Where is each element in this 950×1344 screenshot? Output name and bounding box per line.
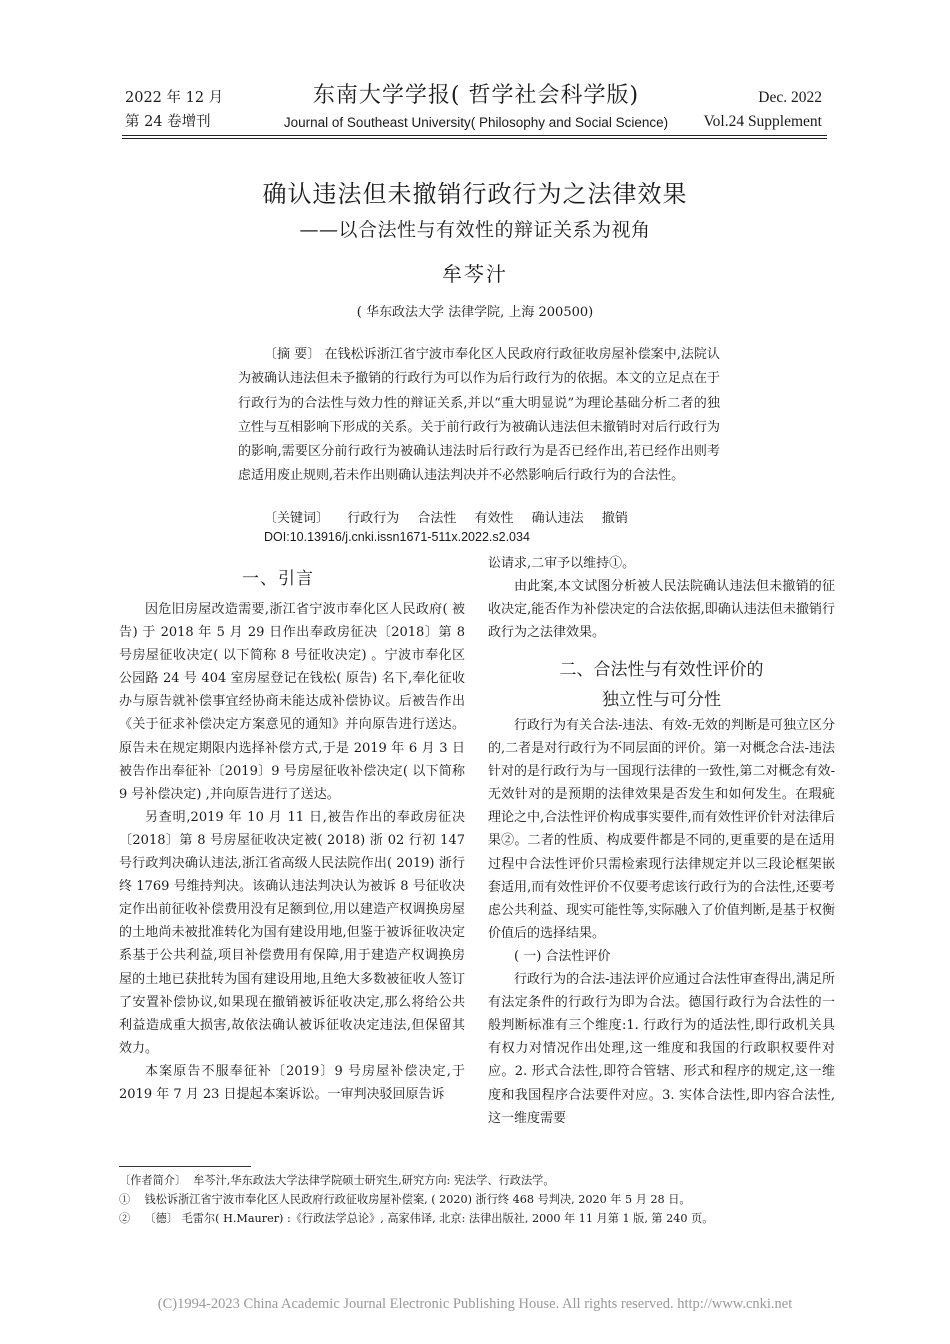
body-paragraph-continuation: 讼请求,二审予以维持①。 xyxy=(488,556,636,571)
keyword: 行政行为 xyxy=(347,511,400,526)
right-column-lower xyxy=(488,714,835,1130)
article-title: 确认违法但未撤销行政行为之法律效果 xyxy=(262,180,688,208)
author-affiliation: ( 华东政法大学 法律学院, 上海 200500) xyxy=(356,305,594,320)
body-paragraph: 行政行为的合法-违法评价应通过合法性审查得出,满足所有法定条件的行政行为即为合法。德国行政行为合法性的一般判断标准有三个维度:1. 行政行为的适法性,即行政机关具有权力对情况作出处理,这一维度和我国的行政职权要件对应。2. 形式合法性,即符合管辖、形式和程序的规定,这一维度和我国程序合法要件对应。3. 实体合法性,即内容合法性,这一维度需要 xyxy=(488,972,835,1126)
header-date-cn: 2022 年 12 月 xyxy=(125,90,224,106)
body-paragraph: 行政行为有关合法-违法、有效-无效的判断是可独立区分的,二者是对行政行为不同层面的评价。第一对概念合法-违法针对的是行政行为与一国现行法律的一致性,第二对概念有效-无效针对的是预期的法律效果是否发生和如何发生。在瑕疵理论之中,合法性评价构成事实要件,而有效性评价针对法律后果②。二者的性质、构成要件都是不同的,更重要的是在适用过程中合法性评价只需检索现行法律规定并以三段论框架嵌套适用,而有效性评价不仅要考虑该行政行为的合法性,还要考虑公共利益、现实可能性等,实际融入了价值判断,是基于权衡价值后的选择结果。 xyxy=(488,718,835,941)
footnote-text: 钱松诉浙江省宁波市奉化区人民政府行政征收房屋补偿案, ( 2020) 浙行终 468 号判决, 2020 年 5 月 28 日。 xyxy=(144,1193,691,1206)
abstract-text: 在钱松诉浙江省宁波市奉化区人民政府行政征收房屋补偿案中,法院认为被确认违法但未予撤销的行政行为可以作为后行政行为的依据。本文的立足点在于行政行为的合法性与效力性的辩证关系,并以“重大明显说”为理论基础分析二者的独立性与互相影响下形成的关系。关于前行政行为被确认违法但未撤销时对后行政行为的影响,需要区分前行政行为被确认违法时后行政行为是否已经作出,若已经作出则考虑适用废止规则,若未作出则确认违法判决并不必然影响后行政行为的合法性。 xyxy=(238,347,720,484)
footnote-text: 毛雷尔( H.Maurer) :《行政法学总论》, 高家伟译, 北京: 法律出版社, 2000 年 11 月第 1 版, 第 240 页。 xyxy=(181,1212,714,1225)
section-heading-2-line1: 二、合法性与有效性评价的 xyxy=(559,660,764,680)
abstract-label: 摘 要 xyxy=(277,347,308,362)
footnote-mark: ① xyxy=(119,1193,131,1206)
left-column xyxy=(119,598,465,1106)
subsection-heading: ( 一) 合法性评价 xyxy=(514,948,611,964)
author-bio: 〔作者简介〕 牟芩汁,华东政法大学法律学院硕士研究生,研究方向: 宪法学、行政法学。 xyxy=(119,1174,555,1187)
header-rule-thick xyxy=(122,135,827,136)
doi: DOI:10.13916/j.cnki.issn1671-511x.2022.s2.034 xyxy=(264,530,530,544)
abstract: 〔摘 要〕 在钱松诉浙江省宁波市奉化区人民政府行政征收房屋补偿案中,法院认为被确认违法但未予撤销的行政行为可以作为后行政行为的依据。本文的立足点在于行政行为的合法性与效力性的辩证关系,并以“重大明显说”为理论基础分析二者的独立性与互相影响下形成的关系。关于前行政行为被确认违法但未撤销时对后行政行为的影响,需要区分前行政行为被确认违法时后行政行为是否已经作出,若已经作出则考虑适用废止规则,若未作出则确认违法判决并不必然影响后行政行为的合法性。 xyxy=(238,347,720,484)
journal-title-en: Journal of Southeast University( Philosophy and Social Science) xyxy=(283,115,669,130)
keywords-label: 关键词 xyxy=(277,511,317,526)
body-paragraph: 另查明,2019 年 10 月 11 日,被告作出的奉政房征决〔2018〕第 8 号房屋征收决定被( 2018) 浙 02 行初 147 号行政判决确认违法,浙江省高级人民法院作出( 2019) 浙行终 1769 号维持判决。该确认违法判决认为被诉 8 号征收决定作出前征收补偿费用没有足额到位,用以建造产权调换房屋的土地尚未被批准转化为国有建设用地,但鉴于被诉征收决定系基于公共利益,项目补偿费用有保障,用于建造产权调换房屋的土地已获批转为国有建设用地,且绝大多数被征收人签订了安置补偿协议,如果现在撤销被诉征收决定,那么将给公共利益造成重大损害,故依法确认被诉征收决定违法,但保留其效力。 xyxy=(119,809,465,1056)
section-heading-2-line2: 独立性与可分性 xyxy=(602,690,721,710)
keyword: 有效性 xyxy=(474,511,514,526)
body-paragraph: 因危旧房屋改造需要,浙江省宁波市奉化区人民政府( 被告) 于 2018 年 5 月 29 日作出奉政房征决〔2018〕第 8 号房屋征收决定( 以下简称 8 号征收决定) 。宁波市奉化区公园路 24 号 404 室房屋登记在钱松( 原告) 名下,奉化征收办与原告就补偿事宜经协商未能达成补偿协议。后被告作出《关于征求补偿决定方案意见的通知》并向原告进行送达。原告未在规定期限内选择补偿方式,于是 2019 年 6 月 3 日被告作出奉征补〔2019〕9 号房屋征收补偿决定( 以下简称 9 号补偿决定) ,并向原告进行了送达。 xyxy=(119,602,465,802)
abstract-label-bracket: 〔 xyxy=(264,347,278,362)
header-left xyxy=(125,86,223,134)
author-bio-text: 牟芩汁,华东政法大学法律学院硕士研究生,研究方向: 宪法学、行政法学。 xyxy=(193,1174,555,1187)
body-paragraph: 由此案,本文试图分析被人民法院确认违法但未撤销的征收决定,能否作为补偿决定的合法依据,即确认违法但未撤销行政行为之法律效果。 xyxy=(488,579,835,641)
header-volume-en: Vol.24 Supplement xyxy=(703,113,822,130)
footnote-2: ② 〔德〕 毛雷尔( H.Maurer) :《行政法学总论》, 高家伟译, 北京: 法律出版社, 2000 年 11 月第 1 版, 第 240 页。 xyxy=(119,1212,714,1225)
keyword: 撤销 xyxy=(601,511,628,526)
section-heading-2 xyxy=(488,655,835,715)
article-subtitle: ——以合法性与有效性的辩证关系为视角 xyxy=(299,219,651,241)
author-bio-label: 作者简介 xyxy=(130,1174,175,1187)
copyright-footer: (C)1994-2023 China Academic Journal Electronic Publishing House. All rights reserved. http://www.cnki.net xyxy=(157,1296,793,1312)
footnote-country-tag: 德 xyxy=(155,1212,167,1225)
header-rule-thin xyxy=(122,138,827,139)
header-right xyxy=(703,86,822,134)
header-date-en: Dec. 2022 xyxy=(758,89,822,106)
keyword: 合法性 xyxy=(417,511,457,526)
header-journal xyxy=(230,80,722,134)
header-volume-cn: 第 24 卷增刊 xyxy=(125,114,211,130)
footnote-rule xyxy=(119,1166,251,1167)
keyword: 确认违法 xyxy=(531,511,584,526)
journal-title-cn: 东南大学学报( 哲学社会科学版) xyxy=(312,83,640,108)
footnote-mark: ② xyxy=(119,1212,131,1225)
footnote-1 xyxy=(119,1192,835,1208)
body-paragraph: 本案原告不服奉征补〔2019〕9 号房屋补偿决定,于 2019 年 7 月 23 日提起本案诉讼。一审判决驳回原告诉 xyxy=(119,1063,465,1102)
keywords: 〔关键词〕 行政行为 合法性 有效性 确认违法 撤销 xyxy=(264,511,628,526)
section-heading-introduction: 一、引言 xyxy=(242,569,314,589)
right-column xyxy=(488,552,835,644)
article-author: 牟芩汁 xyxy=(442,262,508,286)
